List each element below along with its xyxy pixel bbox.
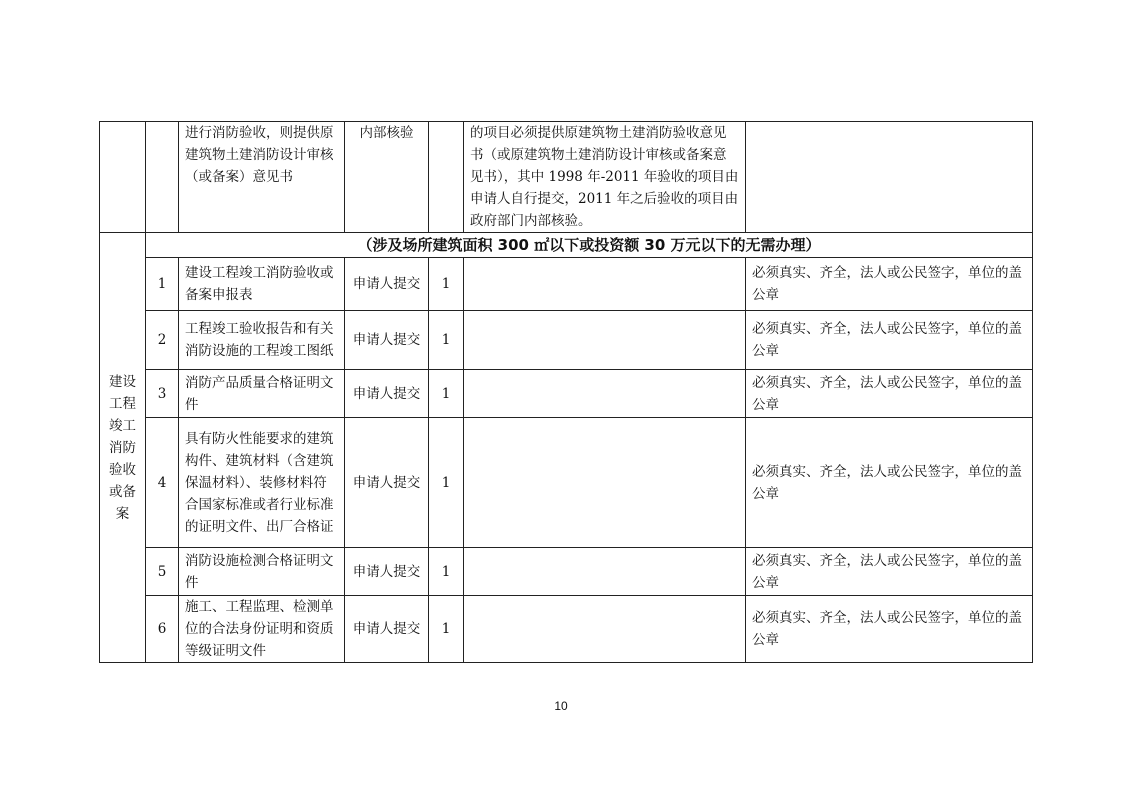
materials-table <box>99 121 1033 663</box>
remark-cell <box>464 596 746 663</box>
material-cell: 消防设施检测合格证明文件 <box>179 548 345 596</box>
source-cell: 申请人提交 <box>345 596 429 663</box>
table-row <box>100 370 1033 418</box>
quantity-cell: 1 <box>429 370 464 418</box>
number-cell: 2 <box>146 311 179 370</box>
number-cell: 1 <box>146 258 179 311</box>
quantity-cell: 1 <box>429 548 464 596</box>
source-cell: 申请人提交 <box>345 418 429 548</box>
requirement-cell: 必须真实、齐全，法人或公民签字，单位的盖公章 <box>746 370 1033 418</box>
category-label: 建设工程竣工消防验收或备案 <box>109 373 136 522</box>
number-cell <box>146 122 179 233</box>
section-note: （涉及场所建筑面积 300 ㎡以下或投资额 30 万元以下的无需办理） <box>146 233 1033 258</box>
remark-cell <box>464 258 746 311</box>
material-cell: 具有防火性能要求的建筑构件、建筑材料（含建筑保温材料）、装修材料符合国家标准或者行业标准的证明文件、出厂合格证 <box>179 418 345 548</box>
category-cell <box>100 122 146 233</box>
table-row <box>100 418 1033 548</box>
remark-cell <box>464 370 746 418</box>
material-cell: 进行消防验收，则提供原建筑物土建消防设计审核（或备案）意见书 <box>179 122 345 233</box>
table-row <box>100 122 1033 233</box>
quantity-cell <box>429 122 464 233</box>
material-cell: 工程竣工验收报告和有关消防设施的工程竣工图纸 <box>179 311 345 370</box>
source-cell: 申请人提交 <box>345 548 429 596</box>
remark-cell <box>464 418 746 548</box>
material-cell: 建设工程竣工消防验收或备案申报表 <box>179 258 345 311</box>
material-cell: 消防产品质量合格证明文件 <box>179 370 345 418</box>
table-row <box>100 311 1033 370</box>
remark-cell <box>464 311 746 370</box>
source-cell: 申请人提交 <box>345 311 429 370</box>
source-cell: 申请人提交 <box>345 370 429 418</box>
quantity-cell: 1 <box>429 311 464 370</box>
requirement-cell <box>746 122 1033 233</box>
source-cell: 申请人提交 <box>345 258 429 311</box>
remark-cell: 的项目必须提供原建筑物土建消防验收意见书（或原建筑物土建消防设计审核或备案意见书），其中 1998 年-2011 年验收的项目由申请人自行提交，2011 年之后验收的项目由政府部门内部核验。 <box>464 122 746 233</box>
quantity-cell: 1 <box>429 596 464 663</box>
requirement-cell: 必须真实、齐全，法人或公民签字，单位的盖公章 <box>746 418 1033 548</box>
table-row <box>100 548 1033 596</box>
requirement-cell: 必须真实、齐全，法人或公民签字，单位的盖公章 <box>746 548 1033 596</box>
number-cell: 5 <box>146 548 179 596</box>
source-cell: 内部核验 <box>345 122 429 233</box>
quantity-cell: 1 <box>429 258 464 311</box>
table-row <box>100 258 1033 311</box>
category-cell <box>100 233 146 663</box>
requirement-cell: 必须真实、齐全，法人或公民签字，单位的盖公章 <box>746 258 1033 311</box>
material-cell: 施工、工程监理、检测单位的合法身份证明和资质等级证明文件 <box>179 596 345 663</box>
number-cell: 4 <box>146 418 179 548</box>
table-row <box>100 596 1033 663</box>
requirement-cell: 必须真实、齐全，法人或公民签字，单位的盖公章 <box>746 596 1033 663</box>
number-cell: 6 <box>146 596 179 663</box>
requirement-cell: 必须真实、齐全，法人或公民签字，单位的盖公章 <box>746 311 1033 370</box>
number-cell: 3 <box>146 370 179 418</box>
section-note-row <box>100 233 1033 258</box>
page-number: 10 <box>554 699 568 713</box>
remark-cell <box>464 548 746 596</box>
quantity-cell: 1 <box>429 418 464 548</box>
